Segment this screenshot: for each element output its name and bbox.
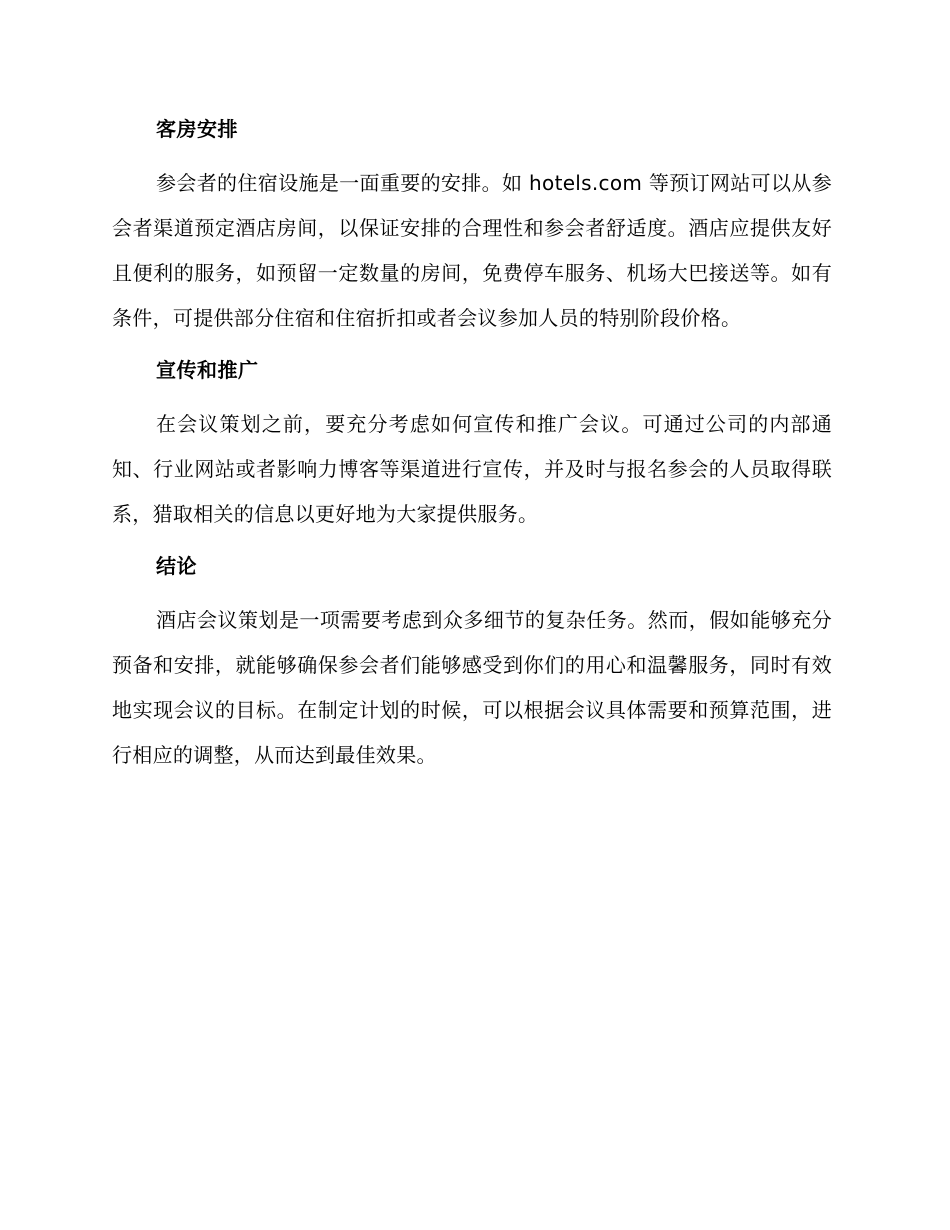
section-body-room-arrangement: 参会者的住宿设施是一面重要的安排。如 hotels.com 等预订网站可以从参会者渠道预定酒店房间，以保证安排的合理性和参会者舒适度。酒店应提供友好且便利的服务，如预留一定数量的房间，免费停车服务、机场大巴接送等。如有条件，可提供部分住宿和住宿折扣或者会议参加人员的特别阶段价格。: [112, 171, 832, 330]
document-page: [112, 112, 832, 778]
section-heading-promotion: 宣传和推广: [156, 358, 259, 382]
section-heading-room-arrangement: 客房安排: [156, 117, 238, 141]
section-heading-conclusion: 结论: [156, 554, 197, 578]
section-body-conclusion: 酒店会议策划是一项需要考虑到众多细节的复杂任务。然而，假如能够充分预备和安排，就能够确保参会者们能够感受到你们的用心和温馨服务，同时有效地实现会议的目标。在制定计划的时候，可以根据会议具体需要和预算范围，进行相应的调整，从而达到最佳效果。: [112, 608, 832, 767]
section-body-promotion: 在会议策划之前，要充分考虑如何宣传和推广会议。可通过公司的内部通知、行业网站或者影响力博客等渠道进行宣传，并及时与报名参会的人员取得联系，猎取相关的信息以更好地为大家提供服务。: [112, 412, 832, 526]
